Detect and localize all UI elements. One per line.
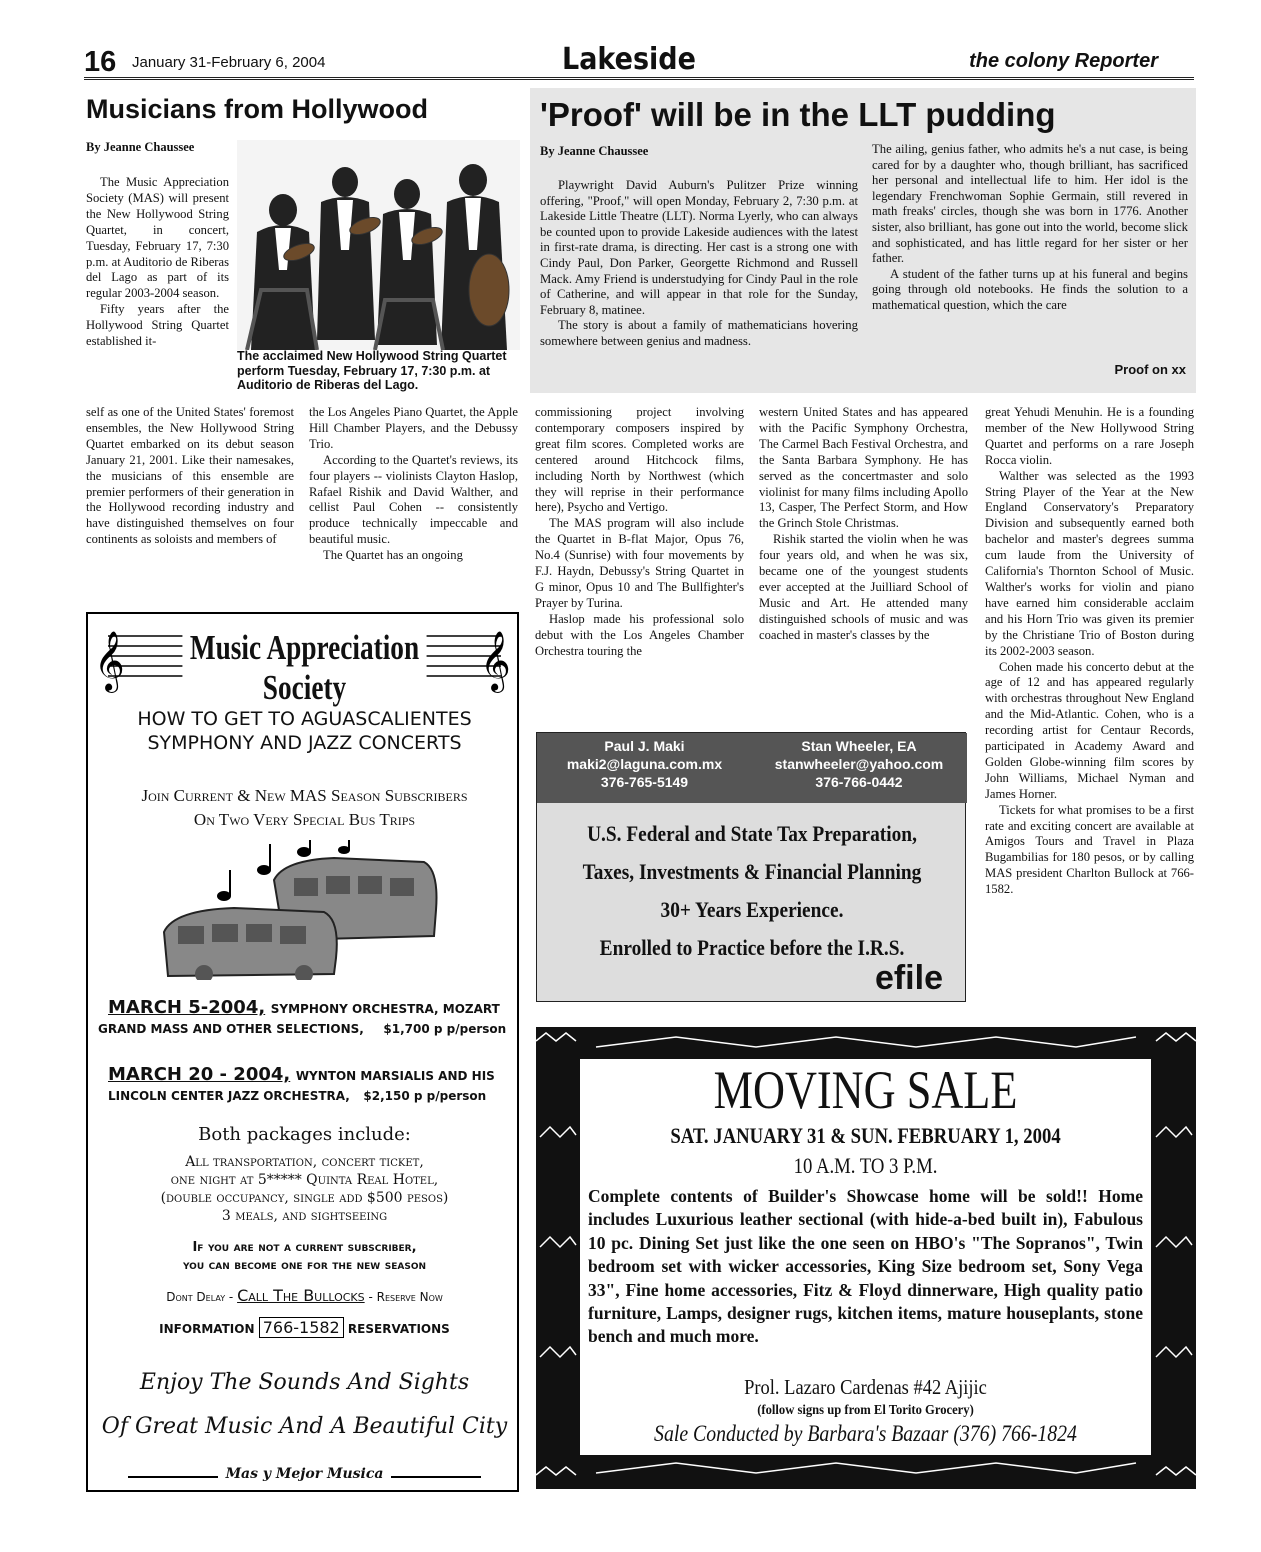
trip1-date: MARCH 5-2004, [108,997,266,1018]
moving-sale-content [580,1059,1151,1455]
paper-name: the colony Reporter [969,50,1158,72]
section-name: Lakeside [562,42,696,77]
contact-name: Stan Wheeler, EA [801,738,917,754]
musicians-col1-top [86,175,229,350]
contact-name: Paul J. Maki [604,738,685,754]
treble-clef-icon: 𝄞 [94,631,125,691]
proof-jump-line: Proof on xx [1114,362,1186,377]
musicians-byline: By Jeanne Chaussee [86,140,195,154]
info-label: INFORMATION [159,1322,255,1336]
include-line1: All transportation, concert ticket, [185,1154,424,1170]
paragraph: Playwright David Auburn's Pulitzer Prize winning offering, "Proof," will open Monday, February 2, 7:30 p.m. at Lakeside Little Theatre (LLT). Norma Lyerly, who can always be counted upon to provide Lakeside audiences with the latest in first-rate drama, is directing. Her cast is a strong one with Cindy Paul, Don Parker, Georgette Richmond and Russell Mack. Amy Friend is understudying for Cindy Paul in the role of Catherine, and will appear in that role for the Sunday, February 8, matinee. [540,178,858,317]
info-phone: 766-1582 [259,1317,344,1338]
mas-trip1 [98,997,508,1037]
musicians-headline: Musicians from Hollywood [86,94,429,124]
sale-conducted: Sale Conducted by Barbara's Bazaar (376) 766-1824 [654,1421,1077,1446]
trip1-price: $1,700 p p/person [383,1022,507,1036]
tax-line3: 30+ Years Experience. [660,897,844,922]
sale-directions: (follow signs up from El Torito Grocery) [757,1403,974,1418]
musicians-col2 [309,405,518,564]
contact-email: stanwheeler@yahoo.com [774,756,944,772]
mas-footer [88,1466,521,1482]
subscriber-line1: If you are not a current subscriber, [192,1240,417,1255]
proof-byline: By Jeanne Chaussee [540,144,649,158]
contact-wheeler [759,737,959,791]
script-line2: Of Great Music And A Beautiful City [101,1414,508,1439]
paragraph: The Quartet has an ongoing [323,548,463,563]
sale-hours: 10 A.M. TO 3 P.M. [793,1153,938,1178]
issue-date: January 31-February 6, 2004 [132,54,326,71]
paragraph: Walther was selected as the 1993 String Player of the Year at the New England Conservatory's Preparatory Division and subsequently earned both bachelor and master's degrees summa cum laude from the University of California's Thornton School of Music. Walther's works for violin and piano have earned him considerable acclaim and his Horn Trio was given its premier by the Christiane Trio of Boston during its 2002-2003 season. [985,468,1194,658]
paragraph: The story is about a family of mathematicians hovering somewhere between genius and madness. [540,318,858,348]
paragraph: Fifty years after the Hollywood String Quartet established it- [86,302,229,349]
paragraph: western United States and has appeared with the Pacific Symphony Orchestra, The Carmel Bach Festival Orchestra, and the Santa Barbara Symphony. He has served as the concertmaster and solo violinist for many films including Apollo 13, Casper, The Perfect Storm, and How the Grinch Stole Christmas. [759,405,968,531]
paragraph: Cohen made his concerto debut at the age of 12 and has appeared regularly with orchestras throughout New England and the Mid-Atlantic. Cohen, who is a recording artist for Centaur Records, participated in Academy Award and Golden Globe-winning film scores by John Williams, Michael Nyman and James Horner. [985,659,1194,801]
paragraph: great Yehudi Menuhin. He is a founding member of the New Hollywood String Quartet and performs on a rare Joseph Rocca violin. [985,405,1194,467]
mas-join-line1: Join Current & New MAS Season Subscribers [141,786,468,805]
script-line1: Enjoy The Sounds And Sights [139,1370,470,1395]
paragraph: commissioning project involving contemporary composers inspired by great film scores. Completed works are centered around Hitchcock films, including North by Northwest (which they will reprise in their performance here), Psycho and Vertigo. [535,405,744,515]
include-title: Both packages include: [198,1124,411,1145]
call-line [88,1286,521,1305]
paragraph: The ailing, genius father, who admits he's a nut case, is being cared for by a daughter who, though brilliant, has sacrificed her personal and intellectual life to him. Her idol is the legendary Frenchwoman Sophie Germain, still revered in math freaks' circles, though she was born in 1776. Another sister, also brilliant, has gone out into the world, become slick and sophisticated, and has little regard for her sister or her father. [872,142,1188,266]
tax-line2: Taxes, Investments & Financial Planning [582,859,922,884]
include-line2: one night at 5***** Quinta Real Hotel, [170,1172,439,1188]
musicians-col3 [535,405,744,660]
musicians-col1-bottom [86,405,294,548]
proof-col-left [540,178,858,350]
efile-logo: efile [874,959,943,997]
mas-banner-title: Music Appreciation Society [182,628,426,708]
mas-trip2 [108,1064,508,1104]
paragraph: A student of the father turns up at his funeral and begins going through old notebooks. He finds the solution to a mathematical question, which the care [872,266,1188,312]
trip2-date: MARCH 20 - 2004, [108,1064,291,1085]
sale-dates: SAT. JANUARY 31 & SUN. FEBRUARY 1, 2004 [670,1123,1061,1148]
quartet-photo [237,140,520,350]
include-line3: (double occupancy, single add $500 pesos) [160,1190,449,1206]
call-pre: Dont Delay - [166,1290,234,1304]
paragraph: The MAS program will also include the Quartet in B-flat Major, Opus 76, No.4 (Sunrise) with four movements by F.J. Haydn, Debussy's String Quartet in G minor, Opus 10 and The Bullfighter's Prayer by Turina. [535,516,744,610]
paragraph: Tickets for what promises to be a first rate and exciting concert are available at Amigos Tours and Travel in Plaza Bugambilias for 180 pesos, or by calling MAS president Charlton Bullock at 766-1582. [985,802,1194,897]
mas-footer-text: Mas y Mejor Musica [218,1466,392,1482]
call-main: Call The Bullocks [237,1286,365,1305]
tax-contacts [537,733,967,803]
page-number: 16 [84,46,117,78]
paragraph: According to the Quartet's reviews, its four players -- violinists Clayton Haslop, Rafael Rishik and David Walther, and cellist Paul Cohen -- consistently produce technically impeccable and beautiful music. [309,452,518,547]
moving-sale-ad [536,1027,1196,1489]
trip1-text2: GRAND MASS AND OTHER SELECTIONS, [98,1022,364,1036]
masthead [84,42,1194,80]
tax-line1: U.S. Federal and State Tax Preparation, [587,821,917,846]
contact-email: maki2@laguna.com.mx [566,756,723,772]
mas-title-line1: HOW TO GET TO AGUASCALIENTES [137,708,472,730]
include-line4: 3 meals, and sightseeing [221,1208,388,1224]
musicians-col5 [985,405,1194,898]
sale-body: Complete contents of Builder's Showcase home will be sold!! Home includes Luxurious leather sectional (with hide-a-bed built in), Fabulous 10 pc. Dining Set just like the one seen on HBO's "The Sopranos", Twin bedroom set with wicker accessories, King Size bedroom set, Sony Vega 33", Fine home accessories, Fitz & Floyd dinnerware, High quality patio furniture, Lamps, designer rugs, kitchen items, mature houseplants, stone bench and much more. [588,1186,1143,1347]
trip2-text2: LINCOLN CENTER JAZZ ORCHESTRA, [108,1089,350,1103]
mas-join-line2: On Two Very Special Bus Trips [193,810,416,829]
contact-phone: 376-766-0442 [815,774,903,790]
musicians-col4 [759,405,968,644]
proof-headline: 'Proof' will be in the LLT pudding [540,96,1056,133]
mas-ad [86,612,519,1492]
reserve-label: RESERVATIONS [347,1322,450,1336]
proof-article [530,88,1196,393]
contact-phone: 376-765-5149 [600,774,689,790]
trip2-price: $2,150 p p/person [363,1089,487,1103]
quartet-photo-image [237,140,520,350]
sale-address: Prol. Lazaro Cardenas #42 Ajijic [744,1375,987,1399]
bus-icon [154,840,444,980]
paragraph: self as one of the United States' foremost ensembles, the New Hollywood String Quartet embarked on its debut season January 21, 2001. Like their namesakes, the musicians of this ensemble are premier performers of their generation in the Hollywood recording industry and have distinguished themselves on four continents as soloists and members of [86,405,294,547]
mas-title-line2: SYMPHONY AND JAZZ CONCERTS [147,732,462,754]
tax-ad [536,732,966,1002]
paragraph: the Los Angeles Piano Quartet, the Apple Hill Chamber Players, and the Debussy Trio. [309,405,518,451]
contact-maki [547,737,742,791]
treble-clef-icon: 𝄞 [480,631,511,691]
call-post: - Reserve Now [368,1290,443,1304]
trip1-text: SYMPHONY ORCHESTRA, MOZART [270,1002,500,1016]
subscriber-line2: you can become one for the new season [182,1258,427,1273]
proof-col-right [872,142,1188,314]
paragraph: Haslop made his professional solo debut with the Los Angeles Chamber Orchestra touring the [535,611,744,658]
photo-caption: The acclaimed New Hollywood String Quartet perform Tuesday, February 17, 7:30 p.m. at Auditorio de Riberas del Lago. [237,349,507,392]
paragraph: The Music Appreciation Society (MAS) will present the New Hollywood String Quartet, in concert, Tuesday, February 17, 7:30 p.m. at Auditorio de Riberas del Lago as part of its regular 2003-2004 season. [86,175,229,301]
tax-line4: Enrolled to Practice before the I.R.S. [599,935,905,960]
trip2-text: WYNTON MARSIALIS AND HIS [295,1069,495,1083]
paragraph: Rishik started the violin when he was four years old, and when he was six, became one of the youngest students ever accepted at the Juilliard School of Music and Art. He attended many distinguished schools of music and was coached in master's classes by the [759,532,968,642]
info-line [88,1318,521,1337]
sale-title: MOVING SALE [713,1060,1018,1120]
